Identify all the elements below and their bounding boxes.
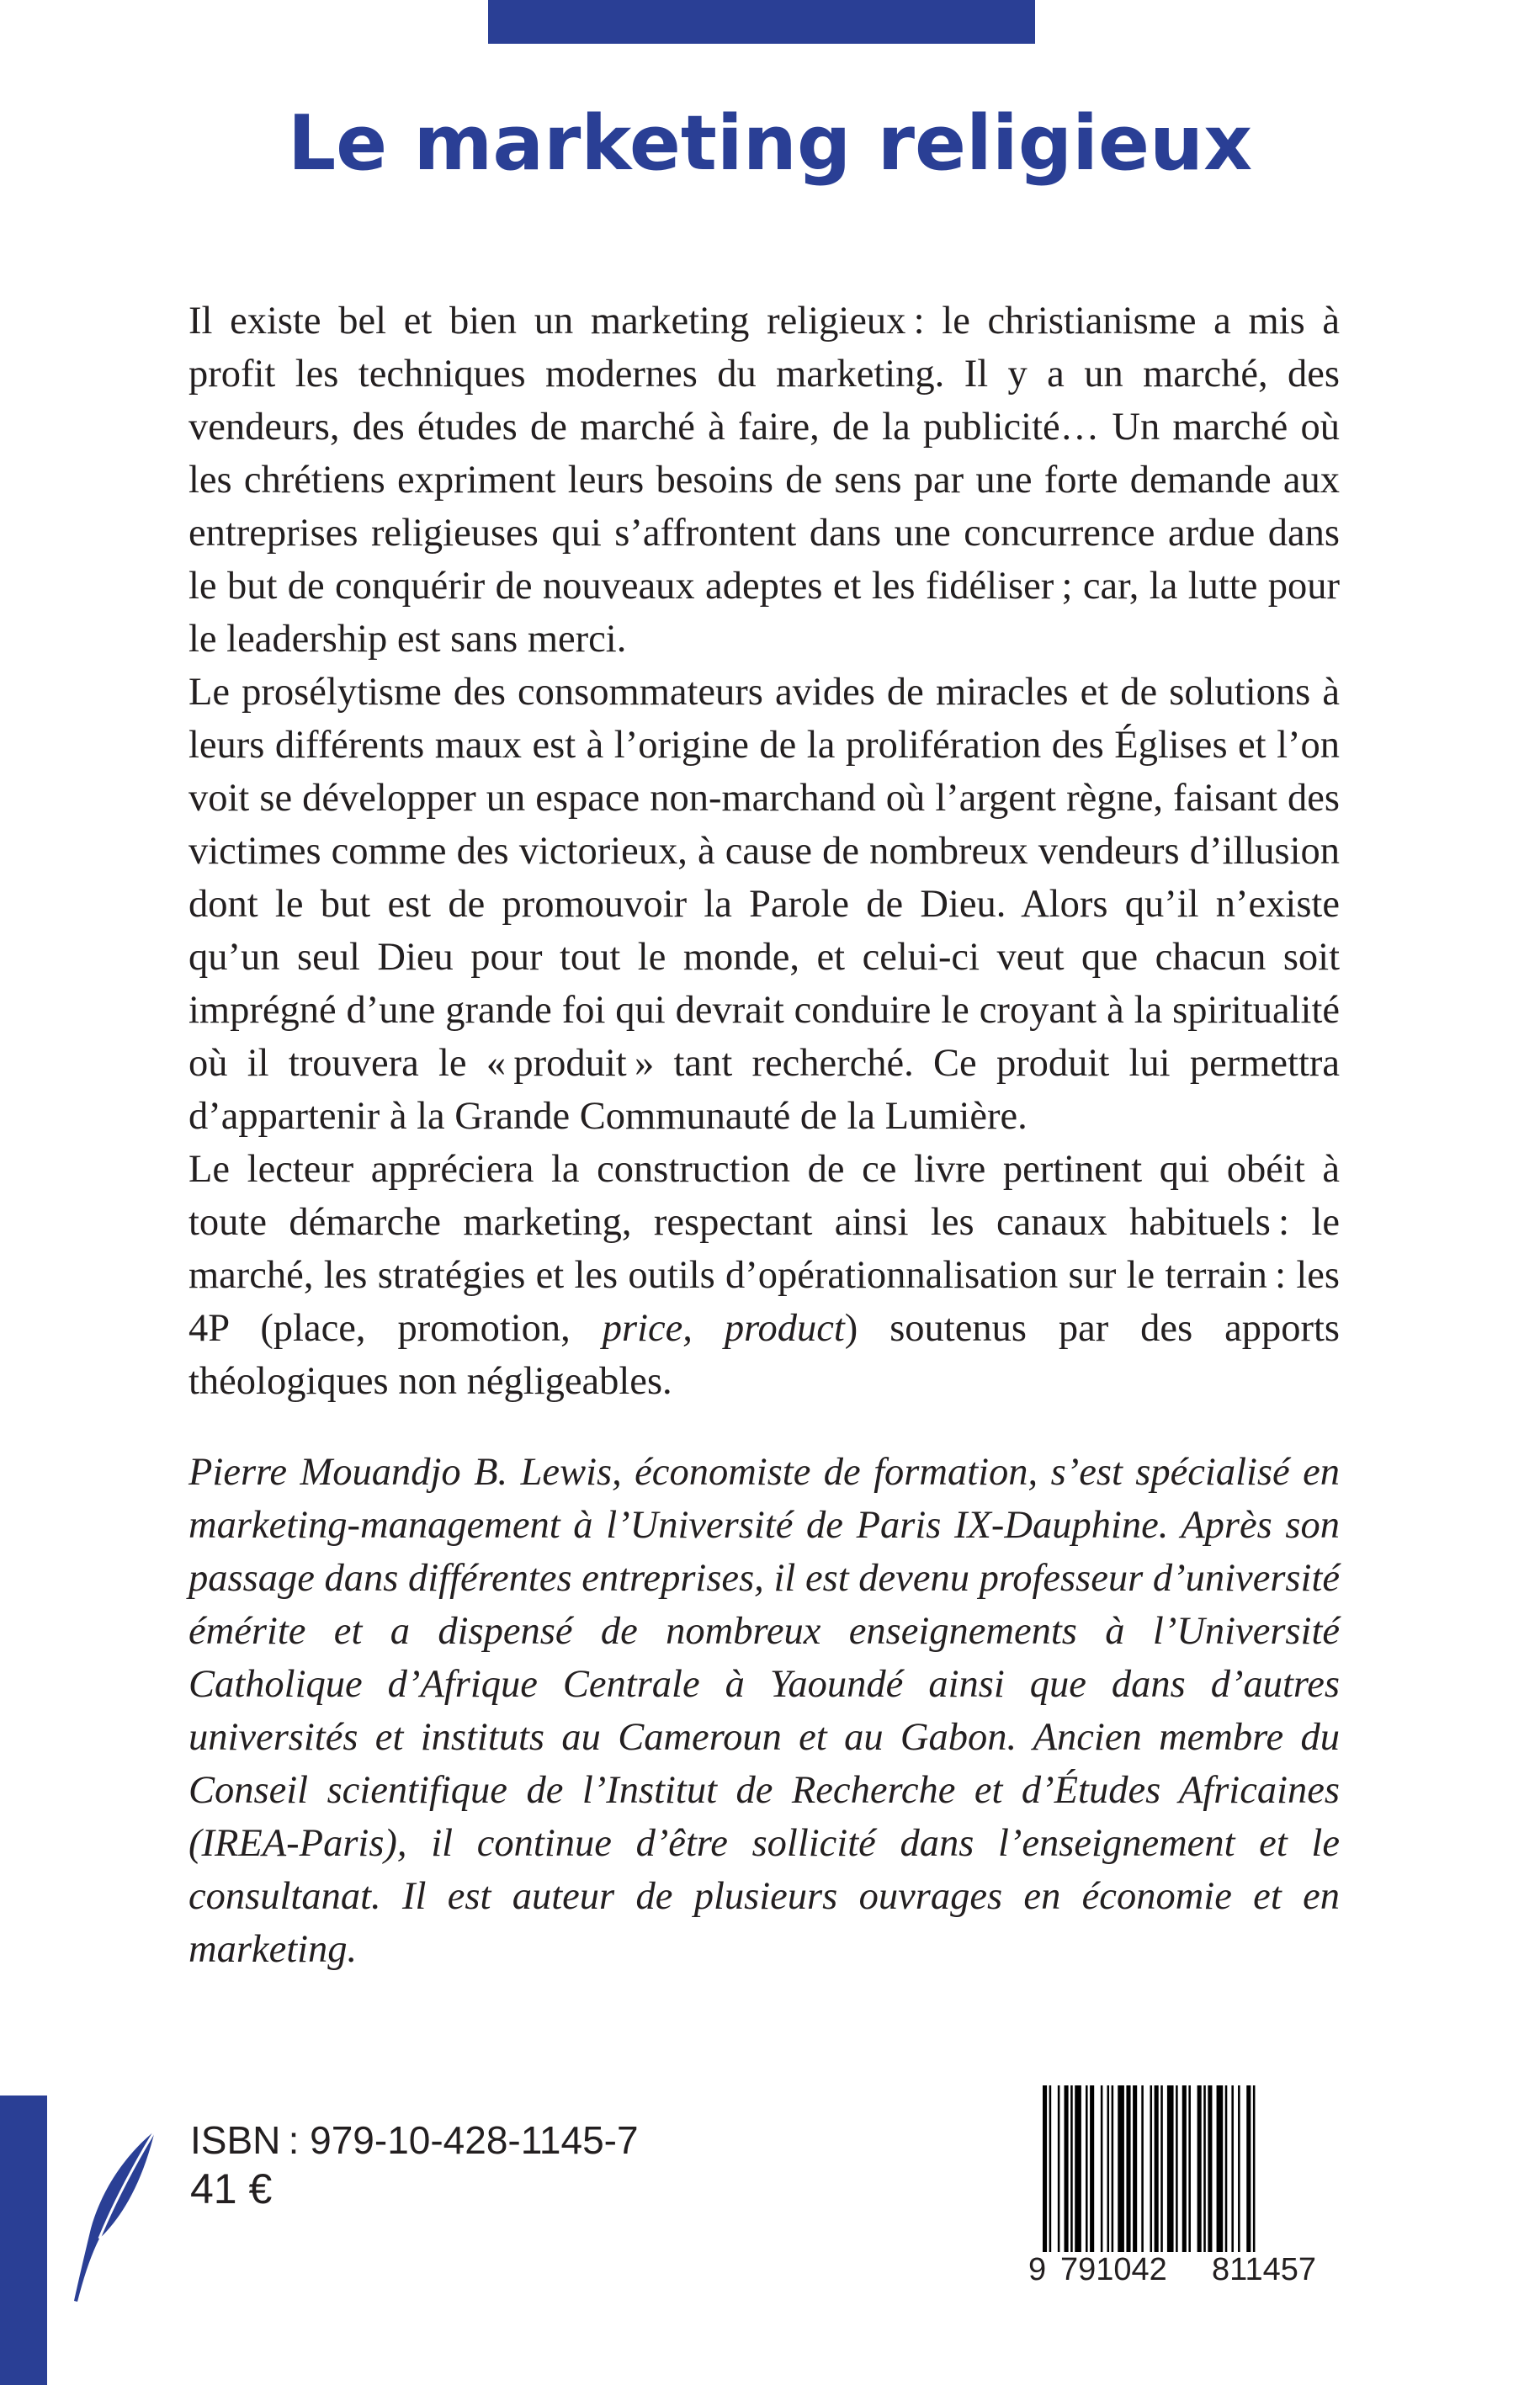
blurb-paragraph-2: Le prosélytisme des consommateurs avides de miracles et de solutions à leurs différents maux est à l’origine de la prolifération des Églises et l’on voit se développer un espace non-marchand où l’argent règne, faisant des victimes comme des victorieux, à cause de nombreux vendeurs d’illusion dont le but est de promouvoir la Parole de Dieu. Alors qu’il n’existe qu’un seul Dieu pour tout le monde, et celui-ci veut que chacun soit imprégné d’une grande foi qui devrait conduire le croyant à la spiritualité où il trouvera le « produit » tant recherché. Ce produit lui permettra d’appartenir à la Grande Communauté de la Lumière. <box>189 671 1340 1138</box>
price-label: 41 € <box>190 2165 273 2212</box>
isbn-label: ISBN : 979-10-428-1145-7 <box>190 2118 639 2162</box>
author-bio-text: Pierre Mouandjo B. Lewis, économiste de formation, s’est spécialisé en marketing-management à l’Université de Paris IX-Dauphine. Après son passage dans différentes entreprises, il est devenu professeur d’université émérite et a dispensé de nombreux enseignements à l’Université Catholique d’Afrique Centrale à Yaoundé ainsi que dans d’autres universités et instituts au Cameroun et au Gabon. Ancien membre du Conseil scientifique de l’Institut de Recherche et d’Études Africaines (IREA-Paris), il continue d’être sollicité dans l’enseignement et le consultanat. Il est auteur de plusieurs ouvrages en économie et en marketing. <box>189 1451 1340 1971</box>
blurb <box>189 295 1340 1408</box>
top-accent-bar <box>488 0 1035 44</box>
barcode-digits <box>1028 2252 1348 2303</box>
barcode <box>1041 2085 1336 2254</box>
barcode-first-digit: 9 <box>1028 2252 1047 2287</box>
left-accent-bar <box>0 2096 47 2385</box>
paragraph-3-italic: price, product <box>602 1307 845 1350</box>
blurb-paragraph-1: Il existe bel et bien un marketing religieux : le christianisme a mis à profit les techniques modernes du marketing. Il y a un marché, des vendeurs, des études de marché à faire, de la publicité… Un marché où les chrétiens expriment leurs besoins de sens par une forte demande aux entreprises religieuses qui s’affrontent dans une concurrence ardue dans le but de conquérir de nouveaux adeptes et les fidéliser ; car, la lutte pour le leadership est sans merci. <box>189 300 1340 661</box>
blurb-paragraph-3 <box>189 1143 1340 1408</box>
barcode-group-1: 791042 <box>1060 2252 1167 2287</box>
author-bio <box>189 1446 1340 1976</box>
barcode-group-2: 811457 <box>1212 2252 1316 2287</box>
paragraph-3-text: Le lecteur appréciera la construction de ce livre pertinent qui obéit à toute démarche marketing, respectant ainsi les canaux habituels : le marché, les stratégies et les outils d’opérationnalisation sur le terrain : les 4P (place, promotion, <box>189 1148 1340 1350</box>
paragraph-3-text-end: ) soutenus par des apports théologiques non négligeables. <box>189 1307 1340 1403</box>
feather-quill-icon <box>69 2127 162 2304</box>
page-title: Le marketing religieux <box>287 99 1253 188</box>
